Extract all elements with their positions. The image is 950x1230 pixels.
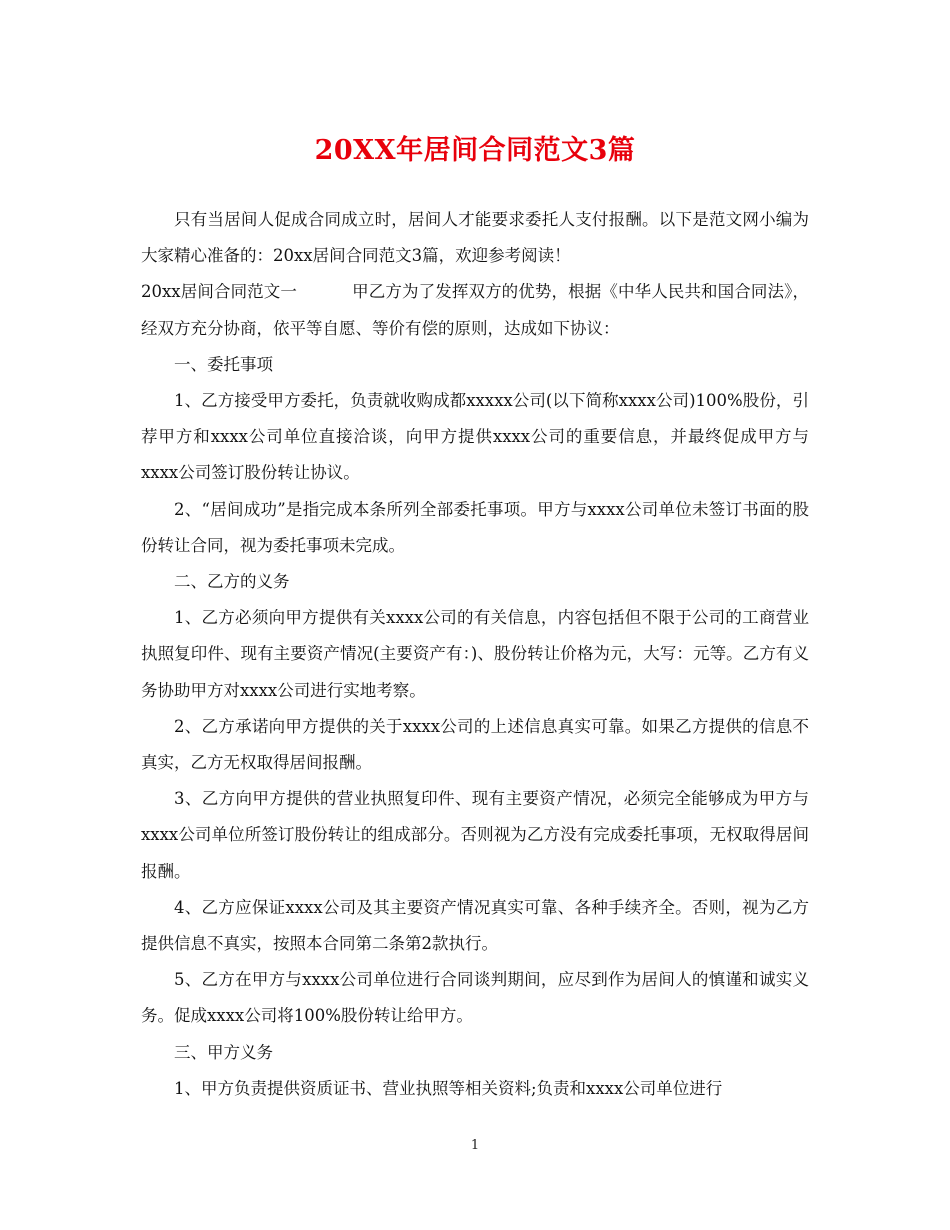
clause-2-3: 3、乙方向甲方提供的营业执照复印件、现有主要资产情况，必须完全能够成为甲方与xxxx公司单位所签订股份转让的组成部分。否则视为乙方没有完成委托事项，无权取得居间报酬。 xyxy=(141,789,809,881)
clause-2-2: 2、乙方承诺向甲方提供的关于xxxx公司的上述信息真实可靠。如果乙方提供的信息不真实，乙方无权取得居间报酬。 xyxy=(141,716,809,773)
sample-one-heading: 20xx居间合同范文一 xyxy=(141,282,298,302)
section-heading-party-a-obligations: 三、甲方义务 xyxy=(174,1042,273,1062)
clause-3-1: 1、甲方负责提供资质证书、营业执照等相关资料;负责和xxxx公司单位进行 xyxy=(174,1078,723,1098)
page-number: 1 xyxy=(470,1138,480,1153)
section-heading-entrusted-matters: 一、委托事项 xyxy=(174,354,273,374)
document-body xyxy=(141,202,809,1107)
section-heading-party-b-obligations: 二、乙方的义务 xyxy=(174,572,290,592)
clause-1-1: 1、乙方接受甲方委托，负责就收购成都xxxxx公司(以下简称xxxx公司)100%股份，引荐甲方和xxxx公司单位直接洽谈，向甲方提供xxxx公司的重要信息，并最终促成甲方与xxxx公司签订股份转让协议。 xyxy=(141,391,809,483)
document-title: 20XX年居间合同范文3篇 xyxy=(314,135,636,166)
clause-2-4: 4、乙方应保证xxxx公司及其主要资产情况真实可靠、各种手续齐全。否则，视为乙方提供信息不真实，按照本合同第二条第2款执行。 xyxy=(141,897,809,954)
sample-one-preamble: 甲乙方为了发挥双方的优势，根据《中华人民共和国合同法》，经双方充分协商，依平等自愿、等价有偿的原则，达成如下协议： xyxy=(141,282,810,338)
clause-2-5: 5、乙方在甲方与xxxx公司单位进行合同谈判期间，应尽到作为居间人的慎谨和诚实义务。促成xxxx公司将100%股份转让给甲方。 xyxy=(141,970,809,1026)
intro-paragraph: 只有当居间人促成合同成立时，居间人才能要求委托人支付报酬。以下是范文网小编为大家精心准备的：20xx居间合同范文3篇，欢迎参考阅读！ xyxy=(141,210,809,266)
clause-1-2: 2、“居间成功”是指完成本条所列全部委托事项。甲方与xxxx公司单位未签订书面的股份转让合同，视为委托事项未完成。 xyxy=(141,499,809,555)
clause-2-1: 1、乙方必须向甲方提供有关xxxx公司的有关信息，内容包括但不限于公司的工商营业执照复印件、现有主要资产情况(主要资产有：)、股份转让价格为元，大写：元等。乙方有义务协助甲方对xxxx公司进行实地考察。 xyxy=(141,608,809,700)
sample-one-paragraph xyxy=(141,274,809,346)
